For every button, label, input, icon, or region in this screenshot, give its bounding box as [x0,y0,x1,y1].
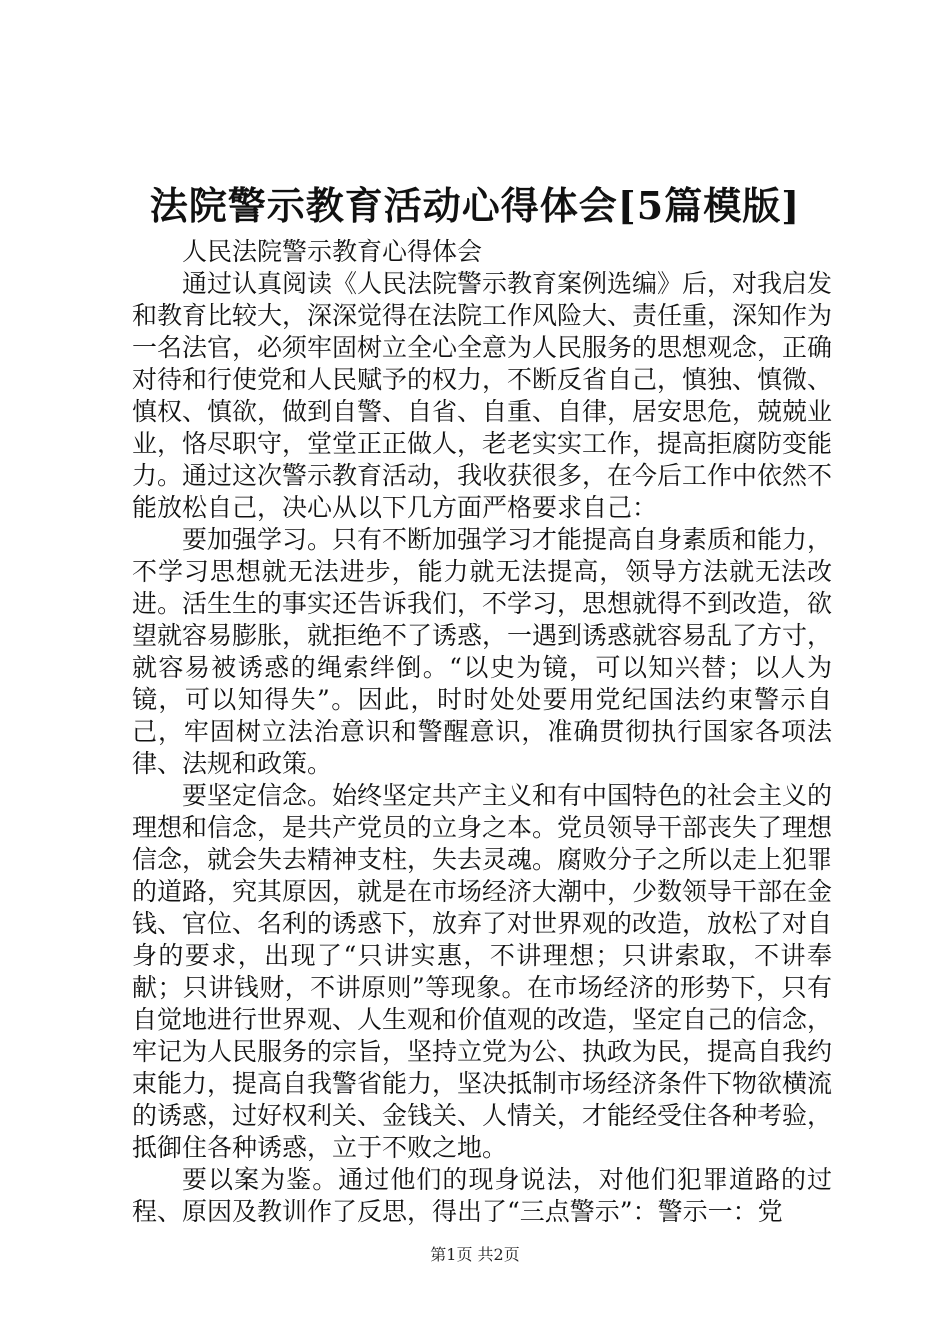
paragraph-study: 要加强学习。只有不断加强学习才能提高自身素质和能力，不学习思想就无法进步，能力就无法提高，领导方法就无法改进。活生生的事实还告诉我们，不学习，思想就得不到改造，欲望就容易膨胀，就拒绝不了诱惑，一遇到诱惑就容易乱了方寸，就容易被诱惑的绳索绊倒。“以史为镜，可以知兴替；以人为镜，可以知得失”。因此，时时处处要用党纪国法约束警示自己，牢固树立法治意识和警醒意识，准确贯彻执行国家各项法律、法规和政策。 [132,525,833,778]
document-title: 法院警示教育活动心得体会[5篇模版] [149,183,801,228]
paragraph-intro: 通过认真阅读《人民法院警示教育案例选编》后，对我启发和教育比较大，深深觉得在法院工作风险大、责任重，深知作为一名法官，必须牢固树立全心全意为人民服务的思想观念，正确对待和行使党和人民赋予的权力，不断反省自己，慎独、慎微、慎权、慎欲，做到自警、自省、自重、自律，居安思危，兢兢业业，恪尽职守，堂堂正正做人，老老实实工作，提高拒腐防变能力。通过这次警示教育活动，我收获很多，在今后工作中依然不能放松自己，决心从以下几方面严格要求自己： [132,269,833,522]
paragraph-belief: 要坚定信念。始终坚定共产主义和有中国特色的社会主义的理想和信念，是共产党员的立身之本。党员领导干部丧失了理想信念，就会失去精神支柱，失去灵魂。腐败分子之所以走上犯罪的道路，究其原因，就是在市场经济大潮中，少数领导干部在金钱、官位、名利的诱惑下，放弃了对世界观的改造，放松了对自身的要求，出现了“只讲实惠，不讲理想；只讲索取，不讲奉献；只讲钱财，不讲原则”等现象。在市场经济的形势下，只有自觉地进行世界观、人生观和价值观的改造，坚定自己的信念，牢记为人民服务的宗旨，坚持立党为公、执政为民，提高自我约束能力，提高自我警省能力，坚决抵制市场经济条件下物欲横流的诱惑，过好权利关、金钱关、人情关，才能经受住各种考验，抵御住各种诱惑，立于不败之地。 [132,781,833,1162]
document-subtitle: 人民法院警示教育心得体会 [182,237,483,266]
page-number-footer: 第1页 共2页 [430,1245,520,1264]
document-body [132,236,832,1228]
paragraph-lessons: 要以案为鉴。通过他们的现身说法，对他们犯罪道路的过程、原因及教训作了反思，得出了“三点警示”：警示一：党 [132,1165,832,1226]
